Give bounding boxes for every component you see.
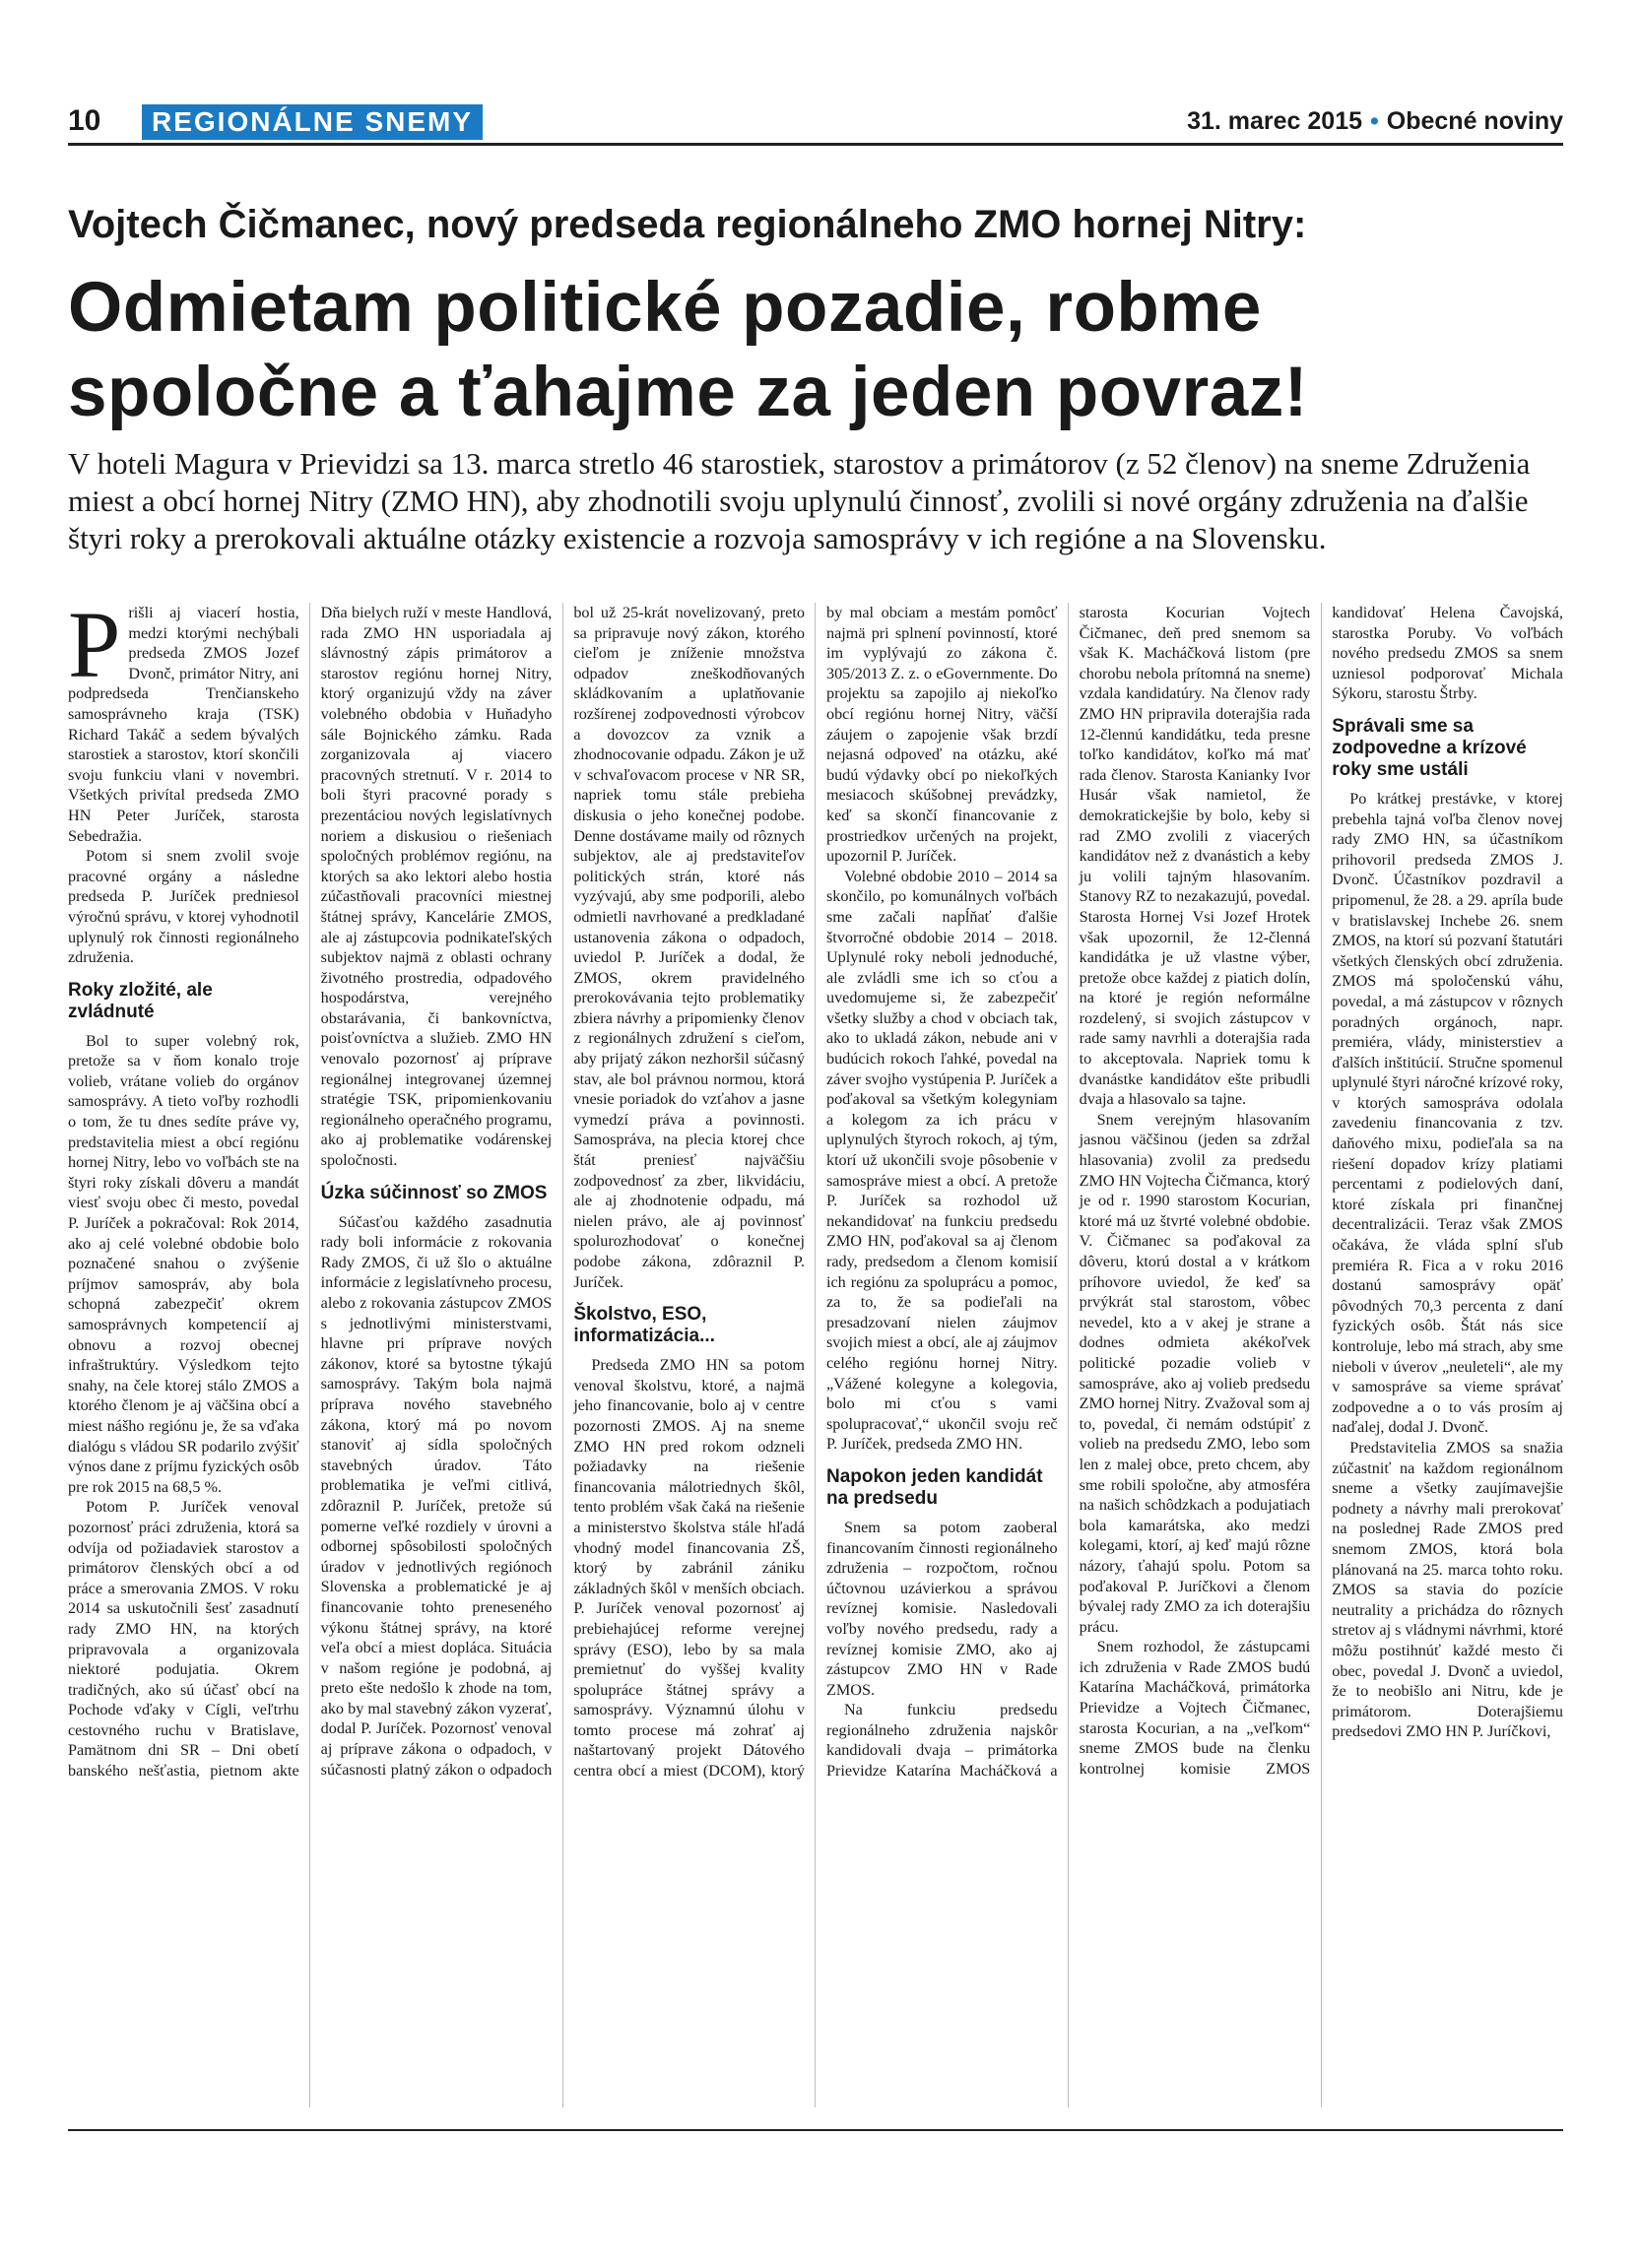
- article-lead: V hoteli Magura v Prievidzi sa 13. marca stretlo 46 starostiek, starostov a primátorov (z 52 členov) na sneme Združenia miest a obcí hornej Nitry (ZMO HN), aby zhodnotili svoju uplynulú činnosť, zvolili si nové orgány združenia na ďalšie štyri roky a prerokovali aktuálne otázky existencie a rozvoja samosprávy v ich regióne a na Slovensku.: [68, 446, 1531, 555]
- publication-name: Obecné noviny: [1386, 107, 1563, 135]
- subheading: Správali sme sa zodpovedne a krízové roky sme ustáli: [1332, 715, 1527, 780]
- paragraph-text: rišli aj viacerí hostia, medzi ktorými nechýbali predseda ZMOS Jozef Dvonč, primátor Nitry, ani podpredseda Trenčianskeho samosprávneho kraja (TSK) Richard Takáč a sedem bývalých starostiek a starostov, ktorí skončili svoju funkciu vlani v novembri. Všetkých privítal predseda ZMO HN Peter Juríček, starosta Sebedražia.: [68, 604, 299, 845]
- subheading: Úzka súčinnosť so ZMOS: [320, 1182, 548, 1203]
- article-paragraph: Potom P. Juríček venoval pozornosť práci združenia, ktorá sa odvíja od požiadaviek starostov a primátorov členských obcí a od práce a smerovania ZMOS. V roku 2014 sa uskutočnili šesť zasadnutí rady ZMO HN, na ktorých pripravovala a organizovala niektoré podujatia. Okrem tradičných, ako sú účasť obcí na Pochode vďaky v Cígli, veľtrhu cestovného ruchu v Bratislave, Pamätnom dni SR – Dni obetí banského nešťastia, pietnom akte Dňa bielych ruží v meste Handlová, rada ZMO HN usporiadala aj slávnostný zápis primátorov a starostov regiónu hornej Nitry, ktorý organizujú vždy na záver volebného obdobia v Huňadyho sále Bojnického zámku. Rada zorganizovala aj viacero pracovných stretnutí. V r. 2014 to boli štyri pracovné porady s prezentáciou nových legislatívnych noriem a diskusiou o riešeniach spoločných problémov regiónu, na ktorých sa ako lektori alebo hostia zúčastňovali pracovníci miestnej štátnej správy, Kancelárie ZMOS, ale aj zástupcovia podnikateľských subjektov najmä z oblasti ochrany životného prostredia, odpadového hospodárstva, verejného obstarávania, či bankovníctva, poisťovníctva a služieb. ZMO HN venovalo pozornosť aj príprave regionálnej integrovanej územnej stratégie TSK, pripomienkovaniu regionálneho operačného programu, ako aj problematike vodárenskej spoločnosti.: [68, 604, 553, 1781]
- article-paragraph: Snem verejným hlasovaním jasnou väčšinou (jeden sa zdržal hlasovania) zvolil za predsedu ZMO HN Vojtecha Čičmanca, ktorý je od r. 1990 starostom Kocurian, ktoré má uz štvrté volebné obdobie. V. Čičmanec sa poďakoval za dôveru, ktorú dostal a v krátkom príhovore uviedol, že keď sa prvýkrát stal starostom, vôbec nevedel, kto a v akej je strane a dodnes odmieta akékoľvek politické pozadie volieb v samospráve, ako aj volieb predsedu ZMO hornej Nitry. Zvažoval som aj to, povedal, či nemám odstúpiť z volieb na predsedu ZMO, lebo som len z malej obce, preto chcem, aby sme robili spoločne, aby atmosféra na našich schôdzkach a podujatiach bola kamarátska, ako medzi kolegami, ktorí, aj keď majú rôzne názory, ťahajú spolu. Potom sa poďakoval P. Juríčkovi a členom bývalej rady ZMO za ich doterajšiu prácu.: [1079, 1110, 1311, 1636]
- issue-date: 31. marec 2015: [1187, 107, 1363, 135]
- bottom-rule: [68, 2129, 1563, 2131]
- article-paragraph: Potom si snem zvolil svoje pracovné orgány a následne predseda P. Juríček predniesol výročnú správu, v ktorej vyhodnotil uplynulý rok činnosti regionálneho združenia.: [68, 847, 299, 967]
- article-paragraph: Snem rozhodol, že zástupcami ich združenia v Rade ZMOS budú Katarína Macháčková, primátorka Prievidze a Vojtech Čičmanec, starosta Kocurian, a na „veľkom“ sneme ZMOS bude na členku kontrolnej komisie ZMOS kandidovať Helena Čavojská, starostka Poruby. Vo voľbách nového predsedu ZMOS sa snem uzniesol podporovať Michala Sýkoru, starostu Štrby.: [1079, 604, 1563, 1778]
- article-paragraph: Snem sa potom zaoberal financovaním činnosti regionálneho združenia – rozpočtom, ročnou účtovnou uzávierkou a správou revíznej komisie. Nasledovali voľby nového predsedu, rady a revíznej komisie ZMO, ako aj zástupcov ZMO HN v Rade ZMOS.: [825, 1518, 1058, 1699]
- dateline: [1187, 103, 1563, 139]
- article-paragraph: [68, 592, 299, 846]
- subheading: Roky zložité, ale zvládnuté: [68, 979, 213, 1022]
- article-paragraph: Bol to super volebný rok, pretože sa v ňom konalo troje volieb, vrátane volieb do orgánov samosprávy. A tieto voľby rozhodli o tom, že tu dnes sedíte práve vy, predstavitelia miest a obcí regiónu hornej Nitry, lebo vo voľbách ste na štyri roky získali dôveru a mandát viesť svoju obec či mesto, povedal P. Juríček a pokračoval: Rok 2014, ako aj celé volebné obdobie bolo poznačené snahou o zvýšenie príjmov samospráv, aby bola schopná zabezpečiť okrem samosprávnych kompetencií aj obnovu a rozvoj obecnej infraštruktúry. Výsledkom tejto snahy, na čele ktorej stálo ZMOS a ktorého členom je aj väčšina obcí a miest nášho regiónu je, že sa vďaka dialógu s vládou SR podarilo zvýšiť výnos dane z príjmu fyzických osôb pre rok 2015 na 68,5 %.: [68, 1031, 299, 1496]
- page-number: 10: [68, 104, 101, 137]
- article-paragraph: Volebné obdobie 2010 – 2014 sa skončilo, po komunálnych voľbách sme začali napĺňať ďalšie štvorročné obdobie 2014 – 2018. Uplynulé roky neboli jednoduché, ale zvládli sme ich so cťou a uvedomujeme si, že zabezpečiť všetky služby a chod v obciach tak, ako to ukladá zákon, nebude ani v budúcich rokoch ľahké, povedal na záver svojho vystúpenia P. Juríček a poďakoval sa všetkým kolegyniam a kolegom za ich prácu v uplynulých štyroch rokoch, aj tým, ktorí už ukončili svoje pôsobenie v samospráve miest a obcí. A pretože P. Juríček sa rozhodol už nekandidovať na funkciu predsedu ZMO HN, poďakoval sa aj členom rady, predsedom a členom komisií ich regiónu za spoluprácu a pomoc, za to, že sa podieľali na presadzovaní nielen záujmov svojich miest a obcí, ale aj záujmov celého regiónu hornej Nitry. „Vážené kolegyne a kolegovia, bolo mi cťou s vami spolupracovať,“ ukončil svoju reč P. Juríček, predseda ZMO HN.: [825, 867, 1058, 1454]
- article-paragraph: Predseda ZMO HN sa potom venoval školstvu, ktoré, a najmä jeho financovanie, bolo aj v centre pozornosti ZMOS. Aj na sneme ZMO HN pred rokom odzneli požiadavky na riešenie financovania málotriednych škôl, tento problém však čaká na riešenie a ministerstvo školstva stále hľadá vhodný model financovania ZŠ, ktorý by zabránil zániku základných škôl v menších obciach. P. Juríček venoval pozornosť aj prebiehajúcej reforme verejnej správy (ESO), lebo by sa mala premietnuť do vyššej kvality spolupráce štátnej správy a samosprávy. Významnú úlohu v tomto procese má zohrať aj naštartovaný projekt Dátového centra obcí a miest (DCOM), ktorý by mal obciam a mestám pomôcť najmä pri splnení povinností, ktoré im vyplývajú zo zákona č. 305/2013 Z. z. o eGovernmente. Do projektu sa zapojilo aj niekoľko obcí regiónu hornej Nitry, väčší záujem o zapojenie však brzdí nejasná odpoveď na otázku, aké budú výdavky obcí po niekoľkých mesiacoch skúšobnej prevádzky, keď sa skončí financovanie z prostriedkov určených na projekt, upozornil P. Juríček.: [573, 604, 1058, 1781]
- page-header: [68, 103, 1563, 146]
- subheading: Školstvo, ESO, informatizácia...: [573, 1304, 715, 1347]
- article-paragraph: Po krátkej prestávke, v ktorej prebehla tajná voľba členov novej rady ZMO HN, sa účastníkom prihovoril predseda ZMOS J. Dvonč. Účastníkov pozdravil a pripomenul, že 28. a 29. apríla bude v bratislavskej Inchebe 26. snem ZMOS, na ktorí sú pozvaní štatutári všetkých členských obcí združenia. ZMOS má spoločenskú váhu, povedal, a má zástupcov v rôznych poradných orgánoch, napr. premiéra, vlády, ministerstiev a ďalších inštitúcií. Stručne spomenul uplynulé štyri náročné krízové roky, v ktorých samospráva odolala zavedeniu financovania z tzv. daňového mixu, podieľala sa na riešení dopadov krízy platiami percentami z podielových daní, ktoré získala pri finančnej decentralizácii. Teraz však ZMOS očakáva, že vláda splní sľub premiéra R. Fica a v roku 2016 dostanú samosprávy opäť pôvodných 70,3 percenta z daní fyzických osôb. Štát nás sice kontroluje, lebo má strach, aby sme nieboli v úverov „neuleteli“, ale my v samospráve sa vieme správať zodpovedne a o to vás prosím aj naďalej, dodal J. Dvonč.: [1332, 789, 1563, 1437]
- article-headline: Odmietam politické pozadie, robme spoločne a ťahajme za jeden povraz!: [68, 269, 1308, 431]
- article-paragraph: Na funkciu predsedu regionálneho združenia najskôr kandidovali dvaja – primátorka Prievidze Katarína Macháčková a starosta Kocurian Vojtech Čičmanec, deň pred snemom sa však K. Macháčková listom (pre chorobu nebola prítomná na sneme) vzdala kandidatúry. Na členov rady ZMO HN pripravila doterajšia rada 12-člennú kandidátku, teda presne toľko kandidátov, koľko má mať rada členov. Starosta Kanianky Ivor Husár však namietol, že demokratickejšie by bolo, keby si rad ZMO zvolili z viacerých kandidátov než z dvanástich a keby ju volili tajným hlasovaním. Stanovy RZ to nezakazujú, povedal. Starosta Hornej Vsi Jozef Hrotek však upozornil, že 12-členná kandidátka je už vlastne výber, pretože obce každej z piatich dolín, na ktoré je región neformálne rozdelený, si svojich zástupcov v rade samy navrhli a doterajšia rada to akceptovala. Napriek tomu k dvanástke kandidátov ešte pribudli dvaja a hlasovalo sa tajne.: [825, 604, 1311, 1781]
- article-paragraph: Súčasťou každého zasadnutia rady boli informácie z rokovania Rady ZMOS, či už šlo o aktuálne informácie z legislatívneho procesu, alebo z rokovania zástupcov ZMOS s jednotlivými ministerstvami, hlavne pri príprave nových zákonov, ktoré sa bytostne týkajú samosprávy. Takým bola najmä príprava nového stavebného zákona, ktorý má po novom stanoviť aj sídla spoločných stavebných úradov. Táto problematika je veľmi citlivá, zdôraznil P. Juríček, pretože sú pomerne veľké rozdiely v úrovni a odbornej spôsobilosti spoločných úradov v jednotlivých regiónoch Slovenska a problematické je aj financovanie tohto preneseného výkonu štátnej správy, na ktoré veľa obcí a miest dopláca. Situácia v našom regióne je podobná, aj preto ešte nedošlo k zhode na tom, ako by mal stavebný zákon vyzerať, dodal P. Juríček. Pozornosť venoval aj príprave zákona o odpadoch, v súčasnosti platný zákon o odpadoch bol už 25-krát novelizovaný, preto sa pripravuje nový zákon, ktorého cieľom je zníženie množstva odpadov zneškodňovaných skládkovaním a uplatňovanie rozšírenej zodpovednosti výrobcov a dovozcov za vznik a zhodnocovanie odpadu. Zákon je už v schvaľovacom procese v NR SR, napriek tomu stále prebieha diskusia o jeho konečnej podobe. Denne dostávame maily od rôznych subjektov, ale aj predstaviteľov politických strán, ktoré nás vyzývajú, aby sme podporili, alebo odmietli navrhované a predkladané ustanovenia zákona o odpadoch, uviedol P. Juríček a dodal, že ZMOS, okrem pravidelného prerokovávania tejto problematiky zbiera návrhy a pripomienky členov z regionálnych združení s cieľom, aby prijatý zákon nezhoršil súčasný stav, ale bol právnou normou, ktorá vnesie poriadok do vzťahov a jasne vymedzí práva a povinnosti. Samospráva, na plecia ktorej chce štát preniesť najväčšiu zodpovednosť za zber, likvidáciu, ale aj zhodnotenie odpadu, má nielen právo, ale aj povinnosť spolurozhodovať o konečnej podobe zákona, zdôraznil P. Juríček.: [320, 604, 805, 1779]
- article-kicker: Vojtech Čičmanec, nový predseda regionálneho ZMO hornej Nitry:: [68, 203, 1307, 246]
- article-body: [68, 592, 1563, 2107]
- section-label: REGIONÁLNE SNEMY: [142, 104, 483, 140]
- drop-cap: P: [68, 592, 121, 697]
- dateline-separator: •: [1370, 107, 1379, 135]
- subheading: Napokon jeden kandidát na predsedu: [825, 1465, 1043, 1509]
- article-paragraph: Predstavitelia ZMOS sa snažia zúčastniť na každom regionálnom sneme a všetky zaujímavejšie podnety a návrhy mali prerokovať na poslednej Rade ZMOS pred snemom ZMOS, ktorá bola plánovaná na 25. marca tohto roku. ZMOS sa stavia do pozície neutrality a prichádza do rôznych stretov aj s vládnymi návrhmi, ktoré môžu postihnúť každé mesto či obec, povedal J. Dvonč a uviedol, že to neobišlo ani Nitru, kde je primátorom. Doterajšiemu predsedovi ZMO HN P. Juríčkovi,: [1332, 1438, 1563, 1741]
